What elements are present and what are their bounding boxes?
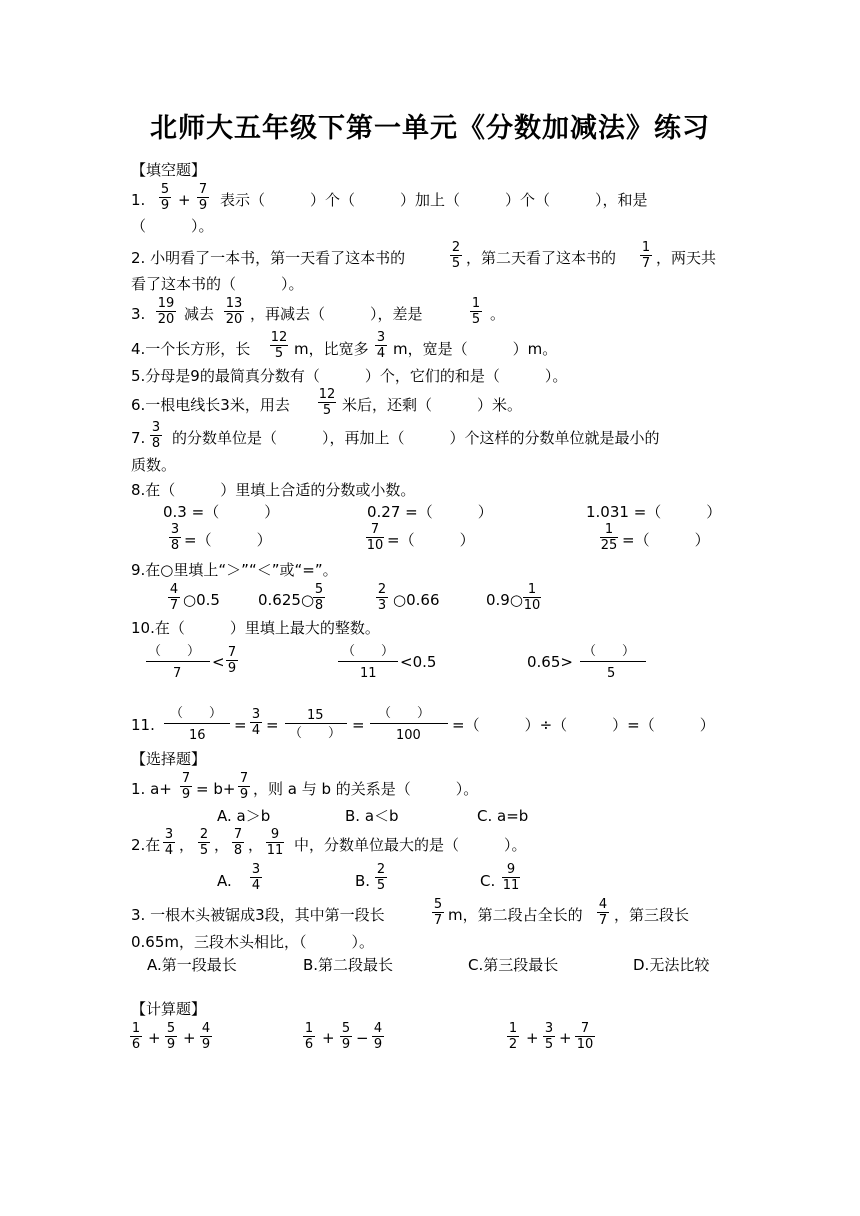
c2-option-c-label: C. <box>480 872 496 890</box>
q3-fraction-2: $\frac{13}{20}$ <box>225 296 243 327</box>
q10-compare-2: <0.5 <box>400 653 437 671</box>
q11-blank-2: （ ） <box>289 726 342 741</box>
q5-text: 5.分母是9的最简真分数有（ ）个，它们的和是（ ）。 <box>131 367 568 385</box>
q1-fraction-2: $\frac{7}{9}$ <box>198 182 208 213</box>
calc3-op-2: + <box>559 1029 572 1047</box>
c3-text-3: ，第三段长 <box>614 906 690 924</box>
q10-instruction: 10.在（ ）里填上最大的整数。 <box>131 619 380 637</box>
calc1-op-1: + <box>148 1029 161 1047</box>
q7-text-2: 质数。 <box>131 456 177 474</box>
c3-option-b: B.第二段最长 <box>303 956 394 974</box>
q1-text-2: （ ）。 <box>131 217 214 235</box>
q8-item-4: =（ ） <box>184 531 272 549</box>
q9-instruction: 9.在○里填上“＞”“＜”或“=”。 <box>131 561 338 579</box>
calc2-op-1: + <box>322 1029 335 1047</box>
q7-fraction: $\frac{3}{8}$ <box>151 420 161 451</box>
q11-fraction-line-4 <box>370 723 448 724</box>
q6-text-2: 米后，还剩（ ）米。 <box>342 396 523 414</box>
q4-text-3: m，宽是（ ）m。 <box>393 340 558 358</box>
q4-fraction-1: $\frac{12}{5}$ <box>270 330 288 361</box>
q3-fraction-3: $\frac{1}{5}$ <box>471 296 481 327</box>
q8-item-1: 0.3 =（ ） <box>163 503 280 521</box>
q10-fraction-line-1 <box>146 661 210 662</box>
q10-denominator-2: 11 <box>360 666 377 681</box>
c3-text-1: 3. 一根木头被锯成3段，其中第一段长 <box>131 906 385 924</box>
c2-option-a-label: A. <box>217 872 232 890</box>
c2-fraction-1: $\frac{3}{4}$ <box>164 827 174 858</box>
q8-item-5: =（ ） <box>387 531 475 549</box>
c2-text-2: 中，分数单位最大的是（ ）。 <box>294 836 527 854</box>
c3-option-c: C.第三段最长 <box>468 956 559 974</box>
section-calc-heading: 【计算题】 <box>131 1000 207 1018</box>
c1-option-c: C. a=b <box>477 807 529 825</box>
q11-blank-1: （ ） <box>170 706 223 721</box>
q2-fraction-2: $\frac{1}{7}$ <box>641 240 651 271</box>
q8-fraction-2: $\frac{7}{10}$ <box>366 522 384 553</box>
q10-blank-3: （ ） <box>583 644 636 659</box>
calc1-term-2: $\frac{5}{9}$ <box>166 1021 176 1052</box>
c1-text-3: ，则 a 与 b 的关系是（ ）。 <box>253 780 479 798</box>
q4-text-1: 4.一个长方形，长 <box>131 340 251 358</box>
c2-sep-2: ， <box>214 836 230 854</box>
q1-plus: + <box>178 191 191 209</box>
q11-number: 11. <box>131 716 155 734</box>
c2-option-c-fraction: $\frac{9}{11}$ <box>502 862 520 893</box>
q10-blank-2: （ ） <box>342 644 395 659</box>
q9-item-1: ○0.5 <box>183 591 220 609</box>
q2-fraction-1: $\frac{2}{5}$ <box>451 240 461 271</box>
c3-fraction-2: $\frac{4}{7}$ <box>598 897 608 928</box>
q10-fraction-1: $\frac{7}{9}$ <box>227 645 237 676</box>
calc2-term-2: $\frac{5}{9}$ <box>341 1021 351 1052</box>
q9-item-4: 0.9○ <box>486 591 523 609</box>
q3-number: 3. <box>131 305 146 323</box>
c2-fraction-3: $\frac{7}{8}$ <box>233 827 243 858</box>
q11-equals-1: = <box>234 716 247 734</box>
c1-option-a: A. a＞b <box>217 807 271 825</box>
q11-fraction-line-3 <box>285 723 347 724</box>
q10-denominator-3: 5 <box>607 666 616 681</box>
q9-fraction-3: $\frac{2}{3}$ <box>377 582 387 613</box>
q6-text-1: 6.一根电线长3米，用去 <box>131 396 290 414</box>
c2-text-1: 2.在 <box>131 836 161 854</box>
c3-option-d: D.无法比较 <box>633 956 710 974</box>
q9-item-3: ○0.66 <box>393 591 440 609</box>
q11-numerator-3: 15 <box>307 708 324 723</box>
q9-item-2: 0.625○ <box>258 591 315 609</box>
q3-text-1: 减去 <box>184 305 215 323</box>
calc3-term-3: $\frac{7}{10}$ <box>576 1021 594 1052</box>
q3-fraction-1: $\frac{19}{20}$ <box>157 296 175 327</box>
q2-text-4: 看了这本书的（ ）。 <box>131 275 304 293</box>
c1-option-b: B. a＜b <box>345 807 399 825</box>
calc3-op-1: + <box>526 1029 539 1047</box>
c1-text-1: 1. a+ <box>131 780 172 798</box>
c1-text-2: = b+ <box>196 780 236 798</box>
q8-fraction-1: $\frac{3}{8}$ <box>170 522 180 553</box>
calc2-term-3: $\frac{4}{9}$ <box>373 1021 383 1052</box>
c2-fraction-2: $\frac{2}{5}$ <box>199 827 209 858</box>
q8-item-2: 0.27 =（ ） <box>367 503 493 521</box>
q10-fraction-line-2 <box>338 661 398 662</box>
q8-item-6: =（ ） <box>622 531 710 549</box>
c1-fraction-2: $\frac{7}{9}$ <box>239 771 249 802</box>
q8-item-3: 1.031 =（ ） <box>586 503 722 521</box>
q11-equals-2: = <box>266 716 279 734</box>
q1-number: 1. <box>131 191 146 209</box>
q9-fraction-1: $\frac{4}{7}$ <box>169 582 179 613</box>
q4-fraction-2: $\frac{3}{4}$ <box>376 330 386 361</box>
c2-option-b-label: B. <box>355 872 371 890</box>
c3-text-2: m，第二段占全长的 <box>448 906 583 924</box>
q11-tail: =（ ）÷（ ）=（ ） <box>452 716 715 734</box>
section-choice-heading: 【选择题】 <box>131 750 207 768</box>
q2-text-2: ，第二天看了这本书的 <box>466 249 617 267</box>
q10-compare-1: < <box>212 653 225 671</box>
q6-fraction: $\frac{12}{5}$ <box>318 387 336 418</box>
q8-fraction-3: $\frac{1}{25}$ <box>600 522 618 553</box>
calc3-term-2: $\frac{3}{5}$ <box>544 1021 554 1052</box>
q4-text-2: m，比宽多 <box>294 340 369 358</box>
q11-fraction-2: $\frac{3}{4}$ <box>251 707 261 738</box>
q1-text: 表示（ ）个（ ）加上（ ）个（ ），和是 <box>220 191 648 209</box>
q10-blank-1: （ ） <box>148 644 201 659</box>
q9-fraction-4: $\frac{1}{10}$ <box>523 582 541 613</box>
q11-blank-3: （ ） <box>378 706 431 721</box>
q10-compare-3: 0.65> <box>527 653 573 671</box>
q8-instruction: 8.在（ ）里填上合适的分数或小数。 <box>131 481 416 499</box>
q7-number: 7. <box>131 429 146 447</box>
calc1-term-3: $\frac{4}{9}$ <box>201 1021 211 1052</box>
q3-text-2: ，再减去（ ），差是 <box>250 305 423 323</box>
calc2-term-1: $\frac{1}{6}$ <box>304 1021 314 1052</box>
q2-text-1: 2. 小明看了一本书，第一天看了这本书的 <box>131 249 406 267</box>
q3-text-3: 。 <box>490 305 506 323</box>
c1-fraction-1: $\frac{7}{9}$ <box>181 771 191 802</box>
q7-text-1: 的分数单位是（ ），再加上（ ）个这样的分数单位就是最小的 <box>172 429 660 447</box>
q10-fraction-line-3 <box>580 661 646 662</box>
c2-sep-1: ， <box>179 836 195 854</box>
q11-equals-3: = <box>352 716 365 734</box>
section-fill-heading: 【填空题】 <box>131 161 207 179</box>
calc3-term-1: $\frac{1}{2}$ <box>508 1021 518 1052</box>
c3-option-a: A.第一段最长 <box>147 956 237 974</box>
calc2-op-2: − <box>356 1029 369 1047</box>
c2-option-b-fraction: $\frac{2}{5}$ <box>376 862 386 893</box>
c3-text-4: 0.65m，三段木头相比，（ ）。 <box>131 933 375 951</box>
calc1-term-1: $\frac{1}{6}$ <box>131 1021 141 1052</box>
q9-fraction-2: $\frac{5}{8}$ <box>314 582 324 613</box>
c2-fraction-4: $\frac{9}{11}$ <box>266 827 284 858</box>
q1-fraction-1: $\frac{5}{9}$ <box>160 182 170 213</box>
q10-denominator-1: 7 <box>173 666 182 681</box>
q2-text-3: ，两天共 <box>656 249 717 267</box>
q11-denominator-4: 100 <box>396 728 421 743</box>
calc1-op-2: + <box>183 1029 196 1047</box>
c2-sep-3: ， <box>248 836 264 854</box>
c3-fraction-1: $\frac{5}{7}$ <box>433 897 443 928</box>
q11-fraction-line-1 <box>164 723 230 724</box>
q11-denominator-1: 16 <box>189 728 206 743</box>
c2-option-a-fraction: $\frac{3}{4}$ <box>251 862 261 893</box>
page-title: 北师大五年级下第一单元《分数加减法》练习 <box>150 113 710 144</box>
